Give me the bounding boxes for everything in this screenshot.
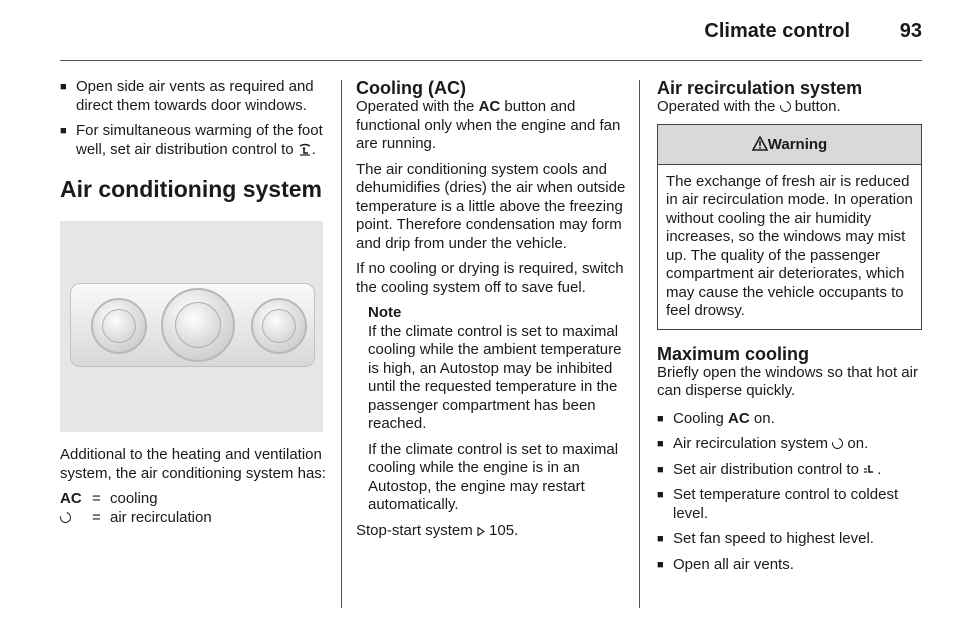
list-item: ■ Air recirculation system on. [657, 435, 922, 454]
definition-row: AC = cooling [60, 490, 158, 507]
column-divider-1 [341, 80, 342, 608]
paragraph: Briefly open the windows so that hot air can disperse quickly. [657, 363, 918, 399]
control-panel [70, 283, 315, 367]
warning-text: The exchange of fresh air is reduced in air recirculation mode. In operation without cooling the air humidity increases, so the windows may mist up. The quality of the passenger compartment air deteriorates, which may cause the vehicle occupants to feel drowsy. [666, 172, 913, 319]
note-text: If the climate control is set to maximal cooling while the engine is in an Autostop, the engine may restart automatically. [368, 440, 619, 513]
climate-panel-photo [60, 221, 323, 432]
note [356, 304, 626, 515]
bullet-text: Open side air vents as required and direct them towards door windows. [76, 78, 314, 114]
list-item: ■ Set fan speed to highest level. [657, 530, 922, 549]
warning-header [658, 125, 921, 165]
section-heading: Air recirculation system [657, 78, 863, 98]
definition-value: cooling [110, 490, 158, 507]
definition-key: AC [60, 490, 82, 507]
fan-knob [161, 288, 235, 362]
column-divider-2 [639, 80, 640, 608]
recirculation-icon [830, 436, 845, 451]
column-left [60, 78, 328, 527]
header-divider [60, 60, 922, 61]
distribution-knob [251, 298, 307, 354]
intro-text: Additional to the heating and ventilation system, the air conditioning system has: [60, 446, 326, 482]
section-heading: Maximum cooling [657, 343, 810, 364]
paragraph: Operated with the AC button and functional only when the engine and fan are running. [356, 98, 621, 152]
page-header [0, 0, 960, 62]
list-item: ■ Set temperature control to coldest level. [657, 486, 922, 523]
temperature-knob [91, 298, 147, 354]
header-title: Climate control [704, 20, 850, 42]
list-item: ■ Open all air vents. [657, 556, 922, 575]
paragraph: The air conditioning system cools and dehumidifies (dries) the air when outside temperature is a little above the freezing point. Therefore condensation may form and drip from under the vehicle. [356, 160, 626, 252]
warning-icon [752, 136, 768, 151]
paragraph: If no cooling or drying is required, switch the cooling system off to save fuel. [356, 260, 624, 296]
list-item [60, 78, 328, 115]
definition-row: = air recirculation [60, 509, 328, 528]
recirculation-icon [778, 99, 793, 114]
definition-value: air recirculation [110, 508, 212, 526]
list-item: ■ Cooling AC on. [657, 410, 922, 429]
warning-box [657, 124, 922, 330]
cross-reference: Stop-start system 105. [356, 521, 519, 539]
list-item: ■ For simultaneous warming of the foot well, set air distribution control to . [60, 122, 328, 159]
column-middle [356, 78, 626, 547]
bullet-text: For simultaneous warming of the foot well, set air distribution control to [76, 122, 323, 158]
list-item: ■ Set air distribution control to . [657, 461, 922, 480]
section-title: Air conditioning system [60, 176, 322, 202]
section-heading: Cooling (AC) [356, 78, 466, 98]
column-right [657, 78, 922, 581]
foot-vent-icon [863, 463, 877, 476]
warning-title: Warning [767, 135, 828, 153]
paragraph: Operated with the button. [657, 98, 841, 115]
foot-windscreen-icon [298, 143, 312, 156]
note-title: Note [368, 304, 402, 321]
recirculation-icon [58, 509, 73, 524]
note-text: If the climate control is set to maximal cooling while the ambient temperature is high, an Autostop may be inhibited until the requested temperature in the passenger compartment has been reached. [368, 322, 622, 432]
page-number: 93 [899, 20, 922, 42]
reference-arrow-icon [477, 527, 485, 536]
